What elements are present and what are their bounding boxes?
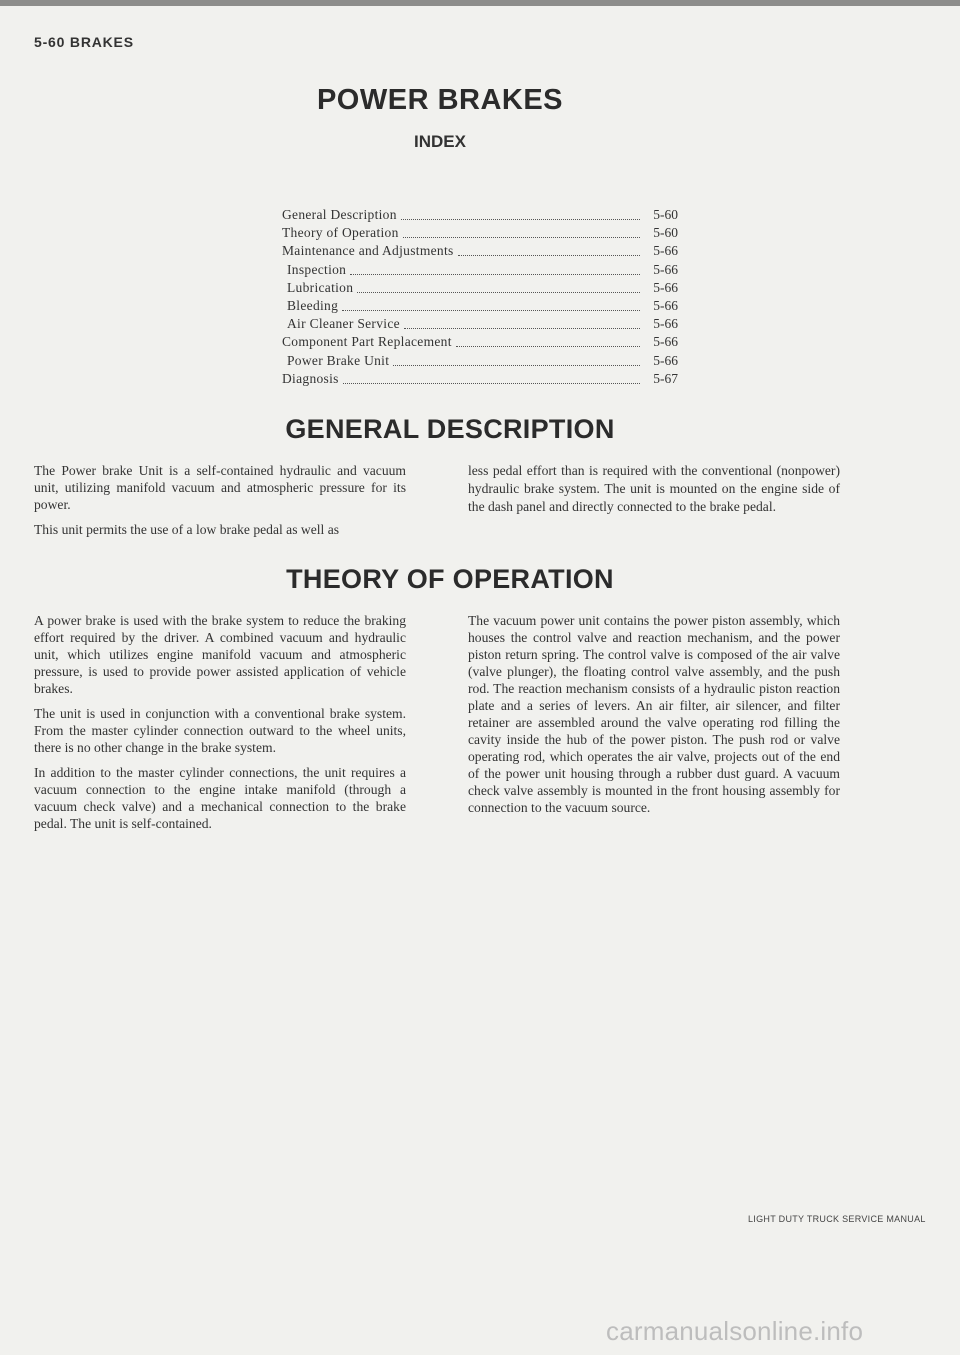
page-title: POWER BRAKES <box>316 84 564 116</box>
index-entry-page: 5-66 <box>653 316 678 332</box>
dot-leader <box>342 309 640 311</box>
paragraph: less pedal effort than is required with the conventional (nonpower) hydraulic brake system. The unit is mounted on the engine side of the dash panel and directly connected to the brake pedal. <box>468 463 840 514</box>
index-entry-label: Inspection <box>287 261 347 277</box>
index-entry <box>282 242 678 260</box>
index-entry-page: 5-66 <box>653 261 678 277</box>
running-head: 5-60 BRAKES <box>34 34 134 50</box>
paragraph: This unit permits the use of a low brake pedal as well as <box>34 522 340 537</box>
index-entry-label: General Description <box>282 207 397 222</box>
index-entry-label: Bleeding <box>287 297 339 313</box>
index-subentry <box>282 261 678 279</box>
index-entry-label: Maintenance and Adjustments <box>282 243 454 259</box>
index-entry-label: Air Cleaner Service <box>287 316 400 332</box>
index-entry-page: 5-66 <box>653 279 678 295</box>
index-entry-page: 5-67 <box>653 370 678 386</box>
theory-right-column <box>468 612 840 824</box>
theory-left-column <box>34 612 406 840</box>
index-entry-page: 5-60 <box>653 225 678 241</box>
dot-leader <box>401 218 640 220</box>
top-rule <box>0 0 960 6</box>
theory-of-operation-heading: THEORY OF OPERATION <box>286 564 614 594</box>
dot-leader <box>458 254 640 256</box>
index-entry <box>282 370 678 388</box>
paragraph: The vacuum power unit contains the power piston assembly, which houses the control valve and reaction mechanism, and the power piston return spring. The control valve is composed of the air valve (valve plunger), the floating control valve assembly, and the push rod. The reaction mechanism consists of a hydraulic piston reaction plate and a series of levers. An air filter, air silencer, and filter retainer are assembled around the valve operating rod filling the cavity inside the hub of the power piston. The push rod or valve operating rod, which operates the air valve, projects out of the end of the power unit housing through a rubber dust guard. A vacuum check valve assembly is mounted in the front housing assembly for connection to the vacuum source. <box>468 613 840 815</box>
paragraph: In addition to the master cylinder connections, the unit requires a vacuum connection to the engine intake manifold (through a vacuum check valve) and a mechanical connection to the brake pedal. The unit is self-contained. <box>34 765 406 831</box>
paragraph: The Power brake Unit is a self-contained hydraulic and vacuum unit, utilizing manifold vacuum and atmospheric pressure for its power. <box>34 463 406 512</box>
index-subentry <box>282 315 678 333</box>
dot-leader <box>350 273 640 275</box>
general-description-right-column <box>468 462 840 524</box>
general-description-heading: GENERAL DESCRIPTION <box>285 414 615 444</box>
dot-leader <box>456 345 640 347</box>
index-subentry <box>282 352 678 370</box>
index-entry-label: Diagnosis <box>282 370 339 386</box>
index-list <box>282 206 678 388</box>
dot-leader <box>403 236 640 238</box>
watermark: carmanualsonline.info <box>606 1316 864 1346</box>
index-entry-page: 5-66 <box>653 352 678 368</box>
index-entry-page: 5-66 <box>653 243 678 259</box>
index-entry-label: Lubrication <box>287 279 354 295</box>
index-heading: INDEX <box>414 132 466 151</box>
index-entry-label: Component Part Replacement <box>282 334 452 350</box>
dot-leader <box>357 291 640 293</box>
index-subentry <box>282 297 678 315</box>
dot-leader <box>393 364 640 366</box>
index-entry <box>282 333 678 351</box>
footer-manual-title: LIGHT DUTY TRUCK SERVICE MANUAL <box>748 1214 926 1224</box>
index-subentry <box>282 279 678 297</box>
index-entry <box>282 206 678 224</box>
index-entry-page: 5-66 <box>653 297 678 313</box>
index-entry <box>282 224 678 242</box>
index-entry-label: Power Brake Unit <box>287 352 390 368</box>
general-description-left-column <box>34 462 406 546</box>
index-entry-label: Theory of Operation <box>282 225 399 241</box>
index-entry-page: 5-66 <box>653 334 678 350</box>
dot-leader <box>343 382 640 384</box>
index-entry-page: 5-60 <box>653 207 678 222</box>
paragraph: The unit is used in conjunction with a conventional brake system. From the master cylinder connection outward to the wheel units, there is no other change in the brake system. <box>34 706 406 755</box>
paragraph: A power brake is used with the brake system to reduce the braking effort required by the driver. A combined vacuum and hydraulic unit, which utilizes engine manifold vacuum and atmospheric pressure, is used to provide power assisted application of vehicle brakes. <box>34 613 406 696</box>
dot-leader <box>404 327 640 329</box>
